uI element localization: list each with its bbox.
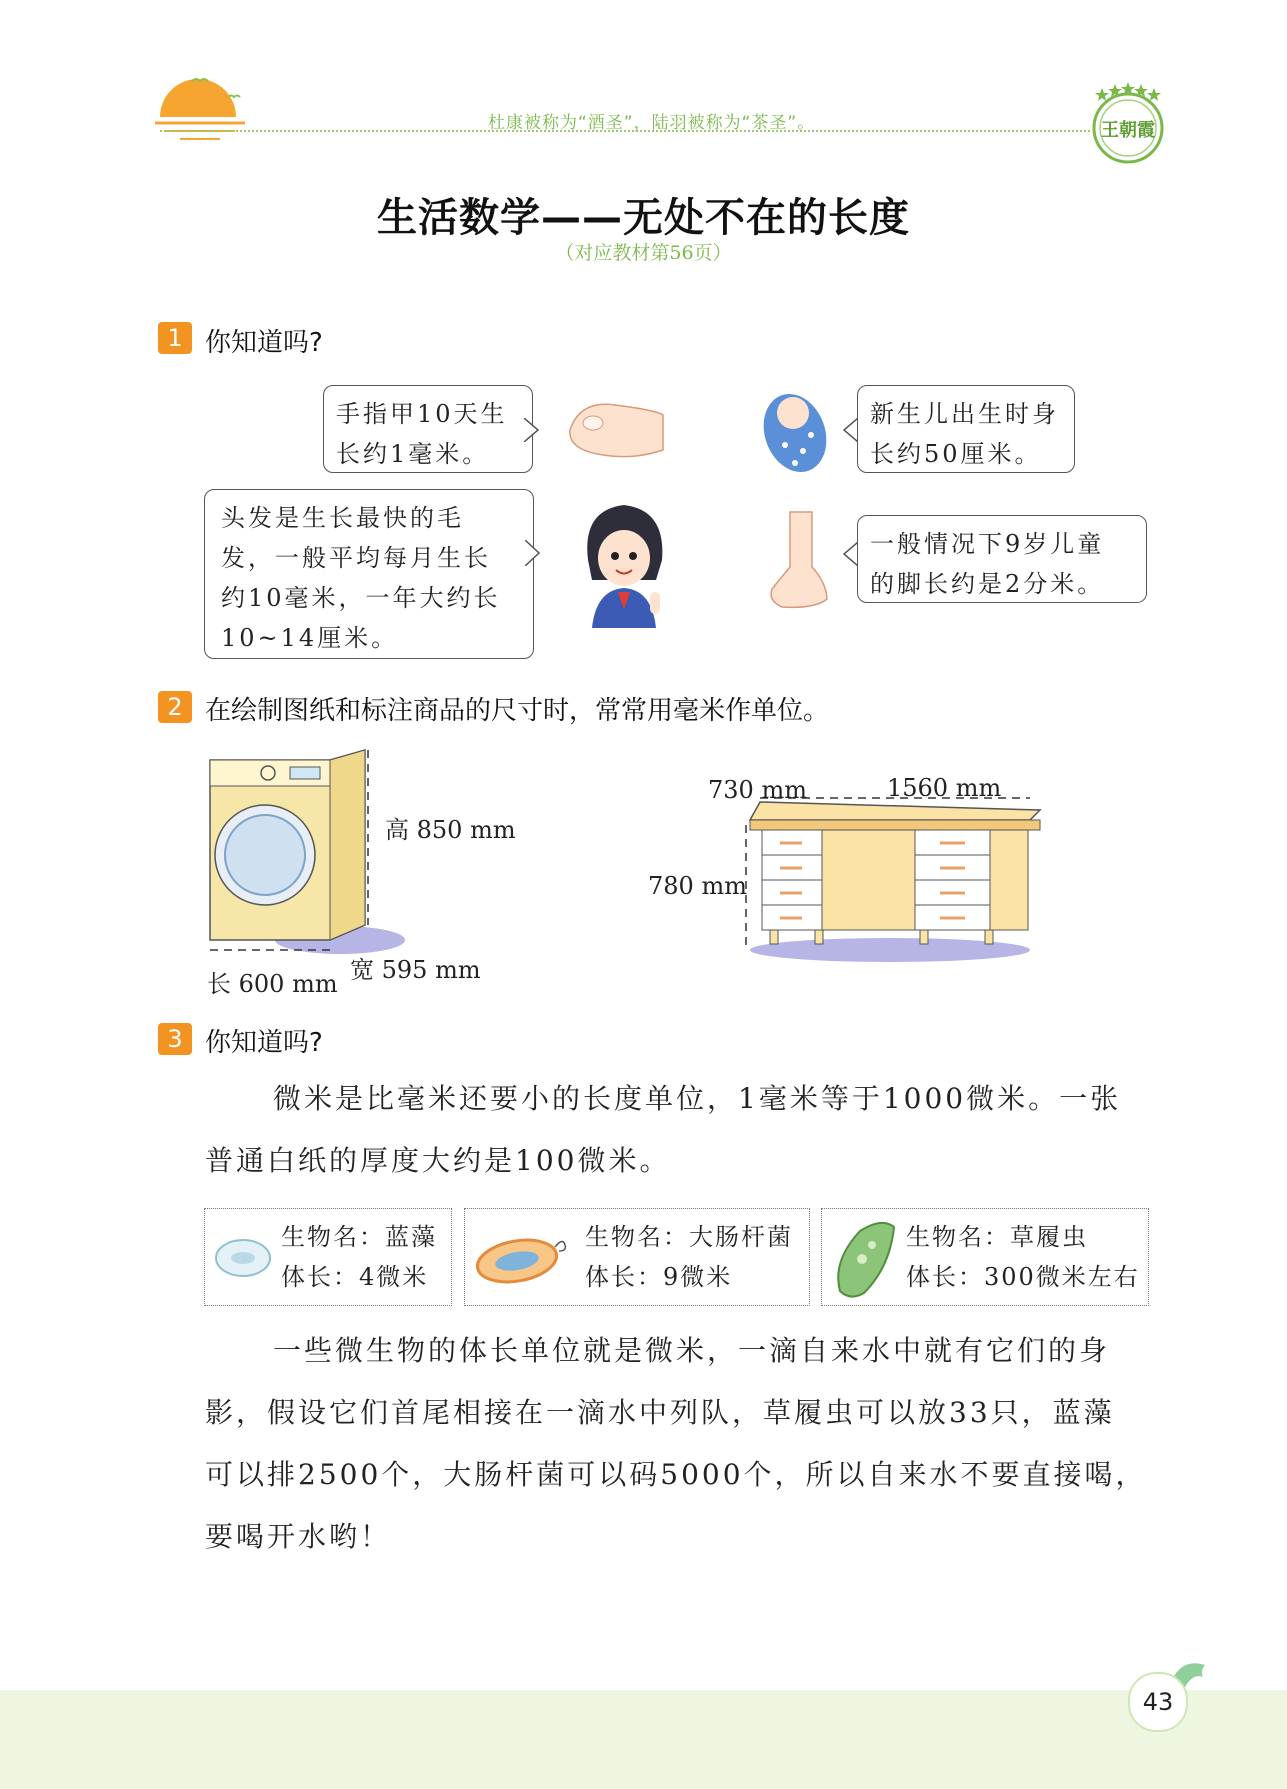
baby-icon (755, 385, 835, 475)
bubble-foot (857, 515, 1147, 603)
section-1-title: 你知道吗? (205, 328, 323, 358)
ecoli-icon (473, 1229, 569, 1287)
desk-depth-label: 730 mm (708, 776, 807, 804)
bubble-newborn-line1: 新生儿出生时身 (870, 400, 1059, 428)
organism-card-cyanobacteria (204, 1208, 452, 1306)
washer-length-label: 长 600 mm (207, 970, 338, 998)
desk-length-label: 1560 mm (887, 774, 1002, 802)
cyanobacteria-icon (213, 1235, 273, 1281)
badge-text: 王朝霞 (1101, 120, 1155, 141)
footer-band (0, 1690, 1287, 1789)
organism-card-ecoli (464, 1208, 810, 1306)
organism-length: 体长：300微米左右 (906, 1263, 1140, 1291)
header-quote: 杜康被称为“酒圣”，陆羽被称为“茶圣”。 (488, 113, 816, 133)
bubble-fingernail (323, 385, 533, 473)
organism-name: 生物名：蓝藻 (281, 1223, 437, 1251)
organism-card-cyanobacteria-text (281, 1217, 437, 1297)
sun-logo-icon (150, 75, 250, 155)
bubble-hair (204, 489, 534, 659)
organism-length: 体长：9微米 (585, 1263, 733, 1291)
microbe-paragraph-line3: 可以排2500个，大肠杆菌可以码5000个，所以自来水不要直接喝， (205, 1458, 1147, 1491)
girl-icon (578, 500, 670, 630)
bubble-fingernail-line1: 手指甲10天生 (336, 400, 508, 428)
bubble-foot-line2: 的脚长约是2分米。 (870, 570, 1105, 598)
bubble-fingernail-line2: 长约1毫米。 (336, 440, 490, 468)
organism-length: 体长：4微米 (281, 1263, 429, 1291)
washer-height-label: 高 850 mm (385, 816, 516, 844)
bubble-tail-right (524, 418, 540, 442)
bubble-tail-left (842, 542, 858, 566)
bubble-hair-line2: 发，一般平均每月生长 (221, 544, 491, 572)
bubble-foot-line1: 一般情况下9岁儿童 (870, 530, 1105, 558)
section-3-number: 3 (158, 1023, 192, 1055)
microbe-paragraph-line4: 要喝开水哟！ (205, 1520, 392, 1553)
organism-card-paramecium (821, 1208, 1149, 1306)
page-title: 生活数学——无处不在的长度 (377, 195, 910, 241)
organism-name: 生物名：大肠杆菌 (585, 1223, 793, 1251)
paramecium-icon (830, 1219, 900, 1301)
foot-icon (765, 510, 835, 610)
organism-card-paramecium-text (906, 1217, 1140, 1297)
page-number: 43 (1128, 1672, 1188, 1732)
bubble-newborn (857, 385, 1075, 473)
section-2-number: 2 (158, 691, 192, 723)
microbe-paragraph-line1: 一些微生物的体长单位就是微米，一滴自来水中就有它们的身 (273, 1334, 1111, 1367)
section-3-title: 你知道吗? (205, 1028, 323, 1058)
micron-paragraph-line2: 普通白纸的厚度大约是100微米。 (205, 1144, 671, 1177)
bubble-tail-left (842, 418, 858, 442)
microbe-paragraph-line2: 影，假设它们首尾相接在一滴水中列队，草履虫可以放33只，蓝藻 (205, 1396, 1115, 1429)
bubble-tail-right (525, 540, 541, 566)
desk-icon (740, 790, 1050, 970)
washing-machine-icon (200, 745, 410, 960)
micron-paragraph (205, 1068, 1205, 1192)
washer-width-label: 宽 595 mm (350, 956, 481, 984)
bubble-hair-line4: 10~14厘米。 (221, 624, 399, 652)
section-2-title: 在绘制图纸和标注商品的尺寸时，常常用毫米作单位。 (205, 696, 830, 726)
section-1-number: 1 (158, 322, 192, 354)
organism-name: 生物名：草履虫 (906, 1223, 1088, 1251)
page-subtitle: （对应教材第56页） (555, 242, 732, 264)
bubble-hair-line1: 头发是生长最快的毛 (221, 504, 464, 532)
micron-paragraph-line1: 微米是比毫米还要小的长度单位，1毫米等于1000微米。一张 (273, 1082, 1122, 1115)
microbe-paragraph (205, 1320, 1205, 1568)
brand-badge (1088, 78, 1168, 170)
bubble-hair-line3: 约10毫米，一年大约长 (221, 584, 501, 612)
organism-card-ecoli-text (585, 1217, 793, 1297)
bubble-newborn-line2: 长约50厘米。 (870, 440, 1042, 468)
finger-icon (565, 395, 665, 460)
desk-height-label: 780 mm (648, 872, 747, 900)
